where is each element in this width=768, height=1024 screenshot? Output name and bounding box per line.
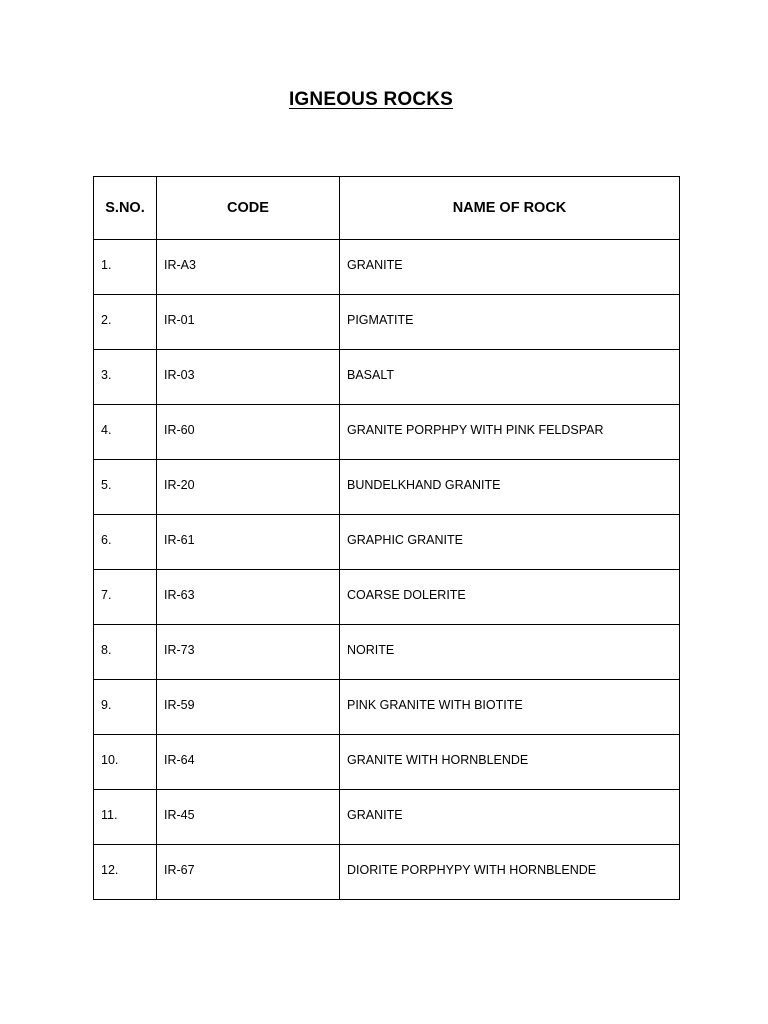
table-row xyxy=(94,405,680,460)
cell-sno: 11. xyxy=(94,790,157,845)
table-row xyxy=(94,680,680,735)
table-row xyxy=(94,735,680,790)
cell-rock-name: GRANITE xyxy=(340,240,680,295)
cell-sno: 7. xyxy=(94,570,157,625)
table-row xyxy=(94,515,680,570)
cell-sno: 1. xyxy=(94,240,157,295)
cell-code: IR-73 xyxy=(157,625,340,680)
cell-rock-name: BASALT xyxy=(340,350,680,405)
cell-code: IR-61 xyxy=(157,515,340,570)
table-row xyxy=(94,570,680,625)
header-code: CODE xyxy=(157,177,340,240)
table-header-row xyxy=(94,177,680,240)
cell-rock-name: GRAPHIC GRANITE xyxy=(340,515,680,570)
table-row xyxy=(94,625,680,680)
cell-sno: 4. xyxy=(94,405,157,460)
cell-code: IR-20 xyxy=(157,460,340,515)
cell-rock-name: NORITE xyxy=(340,625,680,680)
header-name-of-rock: NAME OF ROCK xyxy=(340,177,680,240)
cell-code: IR-A3 xyxy=(157,240,340,295)
cell-sno: 9. xyxy=(94,680,157,735)
cell-rock-name: COARSE DOLERITE xyxy=(340,570,680,625)
cell-code: IR-60 xyxy=(157,405,340,460)
cell-code: IR-01 xyxy=(157,295,340,350)
cell-rock-name: GRANITE xyxy=(340,790,680,845)
cell-code: IR-63 xyxy=(157,570,340,625)
page-title: IGNEOUS ROCKS xyxy=(288,89,454,110)
header-sno: S.NO. xyxy=(94,177,157,240)
cell-rock-name: PINK GRANITE WITH BIOTITE xyxy=(340,680,680,735)
table-row xyxy=(94,240,680,295)
table-row xyxy=(94,790,680,845)
table-row xyxy=(94,845,680,900)
table-row xyxy=(94,350,680,405)
cell-code: IR-64 xyxy=(157,735,340,790)
cell-sno: 8. xyxy=(94,625,157,680)
igneous-rocks-table xyxy=(93,176,680,900)
cell-sno: 6. xyxy=(94,515,157,570)
cell-code: IR-03 xyxy=(157,350,340,405)
table-row xyxy=(94,460,680,515)
cell-rock-name: DIORITE PORPHYPY WITH HORNBLENDE xyxy=(340,845,680,900)
cell-sno: 3. xyxy=(94,350,157,405)
cell-code: IR-59 xyxy=(157,680,340,735)
cell-code: IR-67 xyxy=(157,845,340,900)
cell-rock-name: GRANITE PORPHPY WITH PINK FELDSPAR xyxy=(340,405,680,460)
cell-rock-name: BUNDELKHAND GRANITE xyxy=(340,460,680,515)
cell-sno: 12. xyxy=(94,845,157,900)
cell-sno: 5. xyxy=(94,460,157,515)
cell-rock-name: PIGMATITE xyxy=(340,295,680,350)
cell-sno: 10. xyxy=(94,735,157,790)
cell-rock-name: GRANITE WITH HORNBLENDE xyxy=(340,735,680,790)
cell-sno: 2. xyxy=(94,295,157,350)
cell-code: IR-45 xyxy=(157,790,340,845)
table-row xyxy=(94,295,680,350)
